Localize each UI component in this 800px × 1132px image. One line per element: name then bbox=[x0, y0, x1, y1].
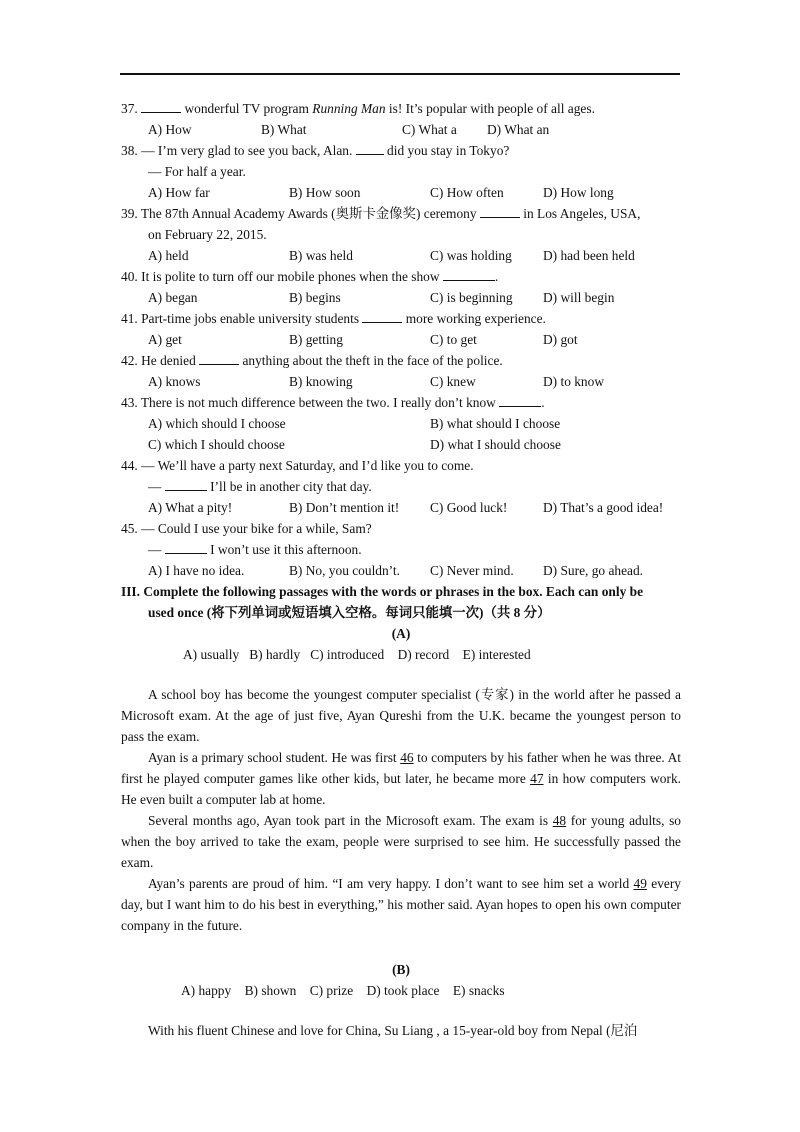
question-41: 41. Part-time jobs enable university students more working experience. bbox=[121, 311, 546, 326]
options-42: A) knows B) knowing C) knew D) to know bbox=[148, 374, 604, 389]
passage-a-para-3: Several months ago, Ayan took part in the Microsoft exam. The exam is 48 for young adults, so when the boy arrived to take the exam, people were surprised to see him. He successfully passed the exam. bbox=[121, 813, 681, 870]
question-42: 42. He denied anything about the theft in the face of the police. bbox=[121, 353, 503, 368]
options-44: A) What a pity! B) Don’t mention it! C) Good luck! D) That’s a good idea! bbox=[148, 500, 664, 515]
options-43-row2: C) which I should choose D) what I should choose bbox=[148, 437, 561, 452]
top-rule bbox=[120, 73, 680, 75]
exam-page: 37. wonderful TV program Running Man is! It’s popular with people of all ages. A) How B) What C) What a D) What an 38. — I’m very glad to see you back, Alan. did you stay in Tokyo? — For half a year. A) How far B) How soon C) How often D) How long 39. The 87th Annual Academy Awards (奥斯卡金像奖) ceremony in Los Angeles, USA, on February 22, 2015. A) held B) was held C) was holding D) had been held 40. It is polite to turn off our mobile phones when the show . A) began B) begins C) is beginning D) will begin 41. Part-time jobs enable university students more working experience. A) get B) getting C) to get D) got 42. He denied anything about the theft in the face of the police. A) knows B) knowing C) knew D) to know 43. There is not much difference between the two. I really don’t know . A) which should I choose B) what should I choose C) which I should choose D) what I should choose 44. — We’ll have a party next Saturday, and I’d like you to come. — I’ll be in another city that day. A) What a pity! B) Don’t mention it! C) Good luck! D) That’s a good idea! 45. — Could I use your bike for a while, Sam? — I won’t use it this afternoon. A) I have no idea. B) No, you couldn’t. C) Never mind. D) Sure, go ahead. III. Complete the following passages with the words or phrases in the box. Each can only be used once (将下列单词或短语填入空格。每词只能填一次)（共 8 分） (A) A) usually B) hardly C) introduced D) record E) interested A school boy has become the youngest computer specialist (专家) in the world after he passed a Microsoft exam. At the age of just five, Ayan Qureshi from the U.K. became the youngest person to pass the exam. Ayan is a primary school student. He was first 46 to computers by his father when he was three. At first he played computer games like other kids, but later, he became more 47 in how computers work. He even built a computer lab at home. Several months ago, Ayan took part in the Microsoft exam. The exam is 48 for young adults, so when the boy arrived to take the exam, people were surprised to see him. He successfully passed the exam. Ayan’s parents are proud of him. “I am very happy. I don’t want to see him set a world 49 every day, but I want him to do his best in everything,” his mother said. Ayan hopes to open his own computer company in the future. (B) A) happy B) shown C) prize D) took place E) snacks With his fluent Chinese and love for China, Su Liang , a 15-year-old boy from Nepal (尼泊 bbox=[121, 98, 681, 1041]
answer-blank bbox=[165, 477, 207, 491]
blank-46: 46 bbox=[400, 750, 414, 765]
word-box-b: A) happy B) shown C) prize D) took place E) snacks bbox=[181, 983, 505, 998]
blank-49: 49 bbox=[633, 876, 647, 891]
answer-blank bbox=[356, 141, 384, 155]
options-41: A) get B) getting C) to get D) got bbox=[148, 332, 578, 347]
question-43: 43. There is not much difference between the two. I really don’t know . bbox=[121, 395, 545, 410]
answer-blank bbox=[165, 540, 207, 554]
passage-b-para-1: With his fluent Chinese and love for China, Su Liang , a 15-year-old boy from Nepal (尼泊 bbox=[148, 1023, 638, 1038]
answer-blank bbox=[499, 393, 541, 407]
answer-blank bbox=[480, 204, 520, 218]
passage-b-label: (B) bbox=[392, 962, 410, 977]
question-number: 37. bbox=[121, 101, 138, 116]
answer-blank bbox=[362, 309, 402, 323]
question-45: 45. — Could I use your bike for a while, Sam? bbox=[121, 521, 372, 536]
options-40: A) began B) begins C) is beginning D) will begin bbox=[148, 290, 615, 305]
question-39: 39. The 87th Annual Academy Awards (奥斯卡金像奖) ceremony in Los Angeles, USA, bbox=[121, 206, 641, 221]
answer-blank bbox=[141, 99, 181, 113]
section-heading-cont: used once (将下列单词或短语填入空格。每词只能填一次)（共 8 分） bbox=[148, 605, 551, 620]
question-44: 44. — We’ll have a party next Saturday, and I’d like you to come. bbox=[121, 458, 474, 473]
options-39: A) held B) was held C) was holding D) had been held bbox=[148, 248, 635, 263]
passage-a-para-1: A school boy has become the youngest computer specialist (专家) in the world after he passed a Microsoft exam. At the age of just five, Ayan Qureshi from the U.K. became the youngest person to pass the exam. bbox=[121, 687, 681, 744]
passage-a-para-2: Ayan is a primary school student. He was first 46 to computers by his father when he was three. At first he played computer games like other kids, but later, he became more 47 in how computers work. He even built a computer lab at home. bbox=[121, 750, 682, 807]
question-40: 40. It is polite to turn off our mobile phones when the show . bbox=[121, 269, 499, 284]
word-box-a: A) usually B) hardly C) introduced D) record E) interested bbox=[183, 647, 531, 662]
question-37: 37. wonderful TV program Running Man is! It’s popular with people of all ages. bbox=[121, 101, 595, 116]
blank-48: 48 bbox=[552, 813, 567, 828]
answer-blank bbox=[199, 351, 239, 365]
options-43-row1: A) which should I choose B) what should I choose bbox=[148, 416, 561, 431]
blank-47: 47 bbox=[530, 771, 544, 786]
passage-a-para-4: Ayan’s parents are proud of him. “I am very happy. I don’t want to see him set a world 49 every day, but I want him to do his best in everything,” his mother said. Ayan hopes to open his own computer company in the future. bbox=[121, 876, 681, 933]
section-heading: III. Complete the following passages with the words or phrases in the box. Each can only be bbox=[121, 584, 644, 599]
options-38: A) How far B) How soon C) How often D) How long bbox=[148, 185, 614, 200]
options-45: A) I have no idea. B) No, you couldn’t. C) Never mind. D) Sure, go ahead. bbox=[148, 563, 644, 578]
options-37: A) How B) What C) What a D) What an bbox=[148, 122, 550, 137]
answer-blank bbox=[443, 267, 495, 281]
passage-a-label: (A) bbox=[391, 626, 411, 641]
question-38: 38. — I’m very glad to see you back, Alan. did you stay in Tokyo? bbox=[121, 143, 510, 158]
